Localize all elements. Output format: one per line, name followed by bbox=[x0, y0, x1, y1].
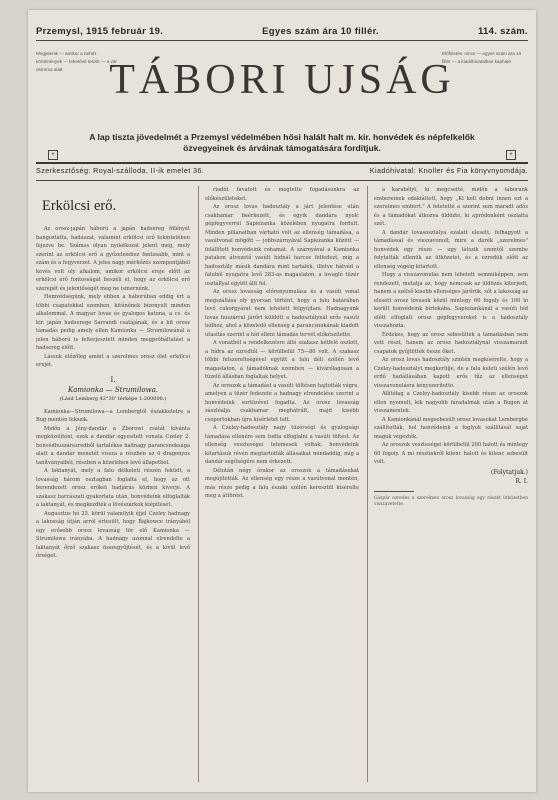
header-line bbox=[36, 26, 528, 40]
author-signature: R. I. bbox=[515, 477, 528, 485]
divider bbox=[36, 162, 528, 164]
column-3 bbox=[367, 186, 528, 782]
left-notice-box: Megjelenik — amikor a nehéz körülmények — lehetővé teszik — a vár ostroma alatt bbox=[36, 51, 117, 73]
article-columns bbox=[36, 186, 528, 782]
newspaper-title: TÁBORI UJSÁG bbox=[109, 57, 455, 103]
right-notice-box: Előfizetés: nincs — egyes szám ára 10 fillér — a kiadóhivatalban kapható bbox=[442, 51, 522, 65]
issue-price: Egyes szám ára 10 fillér. bbox=[262, 26, 379, 37]
section-number: I. bbox=[110, 375, 116, 384]
article-text: Az orosz-japán háború a japán hadsereg fölényét hangoztatta, hadászat, valamint erkölcsi erő tekintetében fejezve be. Számos olyan nyilatkozat jelent meg, mely szerint az erkölcsi erő a győzelemhez fontosabb, mint a szám és a fegyverzet. A jeles nagy mérkőzés szempontjából kevés volt oly alkalom, amikor erkölcsi ereje előtt az erkölcsi erő fontosságát beszéli el, hogy az erkölcsi erő szerepét és jelentőségét meg ne ismernénk. Hemvédségünk, mely ebben a háborúban eddig ért a többi csapatokkal szemben, kitűnőnek bizonyult minden alkalommal. A magyar lovas és gyalogos katona, a cs. és kir. japán hadserege Sarrandi csatájának, és a kit orosz támadás pedig amely ellen Kamionka — Strumilowánál a jelen háború is felterjesztett minden megpróbáltatást a hadsereg előtt. Lássuk előzőleg amint a szerelmes orosz élet erkölcsi erejét. bbox=[36, 226, 190, 368]
info-line bbox=[36, 166, 528, 178]
section-title: Kamionka — Strumilowa. bbox=[67, 385, 159, 394]
divider bbox=[36, 180, 528, 181]
newspaper-subtitle: A lap tiszta jövedelmét a Przemysl védelmében hősi halált halt m. kir. honvédek és népfelkelők özvegyeinek és árváinak támogatására fordítjuk. bbox=[89, 132, 475, 153]
corner-marks bbox=[48, 150, 516, 160]
newspaper-page bbox=[28, 10, 536, 792]
article-text-continued: riadót fuvatott és megtette fogadásunkra az előkészületeket. Az orosz lovas hadosztály a járt jelentése után csakhamar beérkezett, és egyik dandára nyolc gépfegyverrel Sapieżanka közelében nyugatra fordult. Minden pillanatban várható volt az ellenség támadása, a vasútvonal mögött — jobbszárnyával Sapieżanka között — felállított honvédeink rohamát. A szárnyával a Kamionka patakon átvezető vasúti hídnál harcos felfedezt, mig a hadosztály másik dandára mint tartalék, illetve hátvéd a faluból nyugatra levő 283-as magaslaton, a lovagló tüzér osztállyal együtt állt fel. Az orosz lovasság előrenyomulása és a vasúti vonal megszállása oly gyorsan történt, hogy a falu határában levő cukorgyárat nem lehetett felgyújtani. Hadnagyunk lovas huszárral járőrt küldött a hadosztálynál erős vasúti hídhoz, ahol a közeledő ellenség a parancsnokának kiadott utasítás szerint a híd elleni támadás tervét előkészítette. A vonatból a rendelkezésre álló szakasz kétfelé oszlott, a hídra az ezredtől — körülbelül 75—80 volt. A szakasz többi felszereltségével együtt a falu déli szélén levő magaslaton, a támadóknak szemben — kivárólagosan a tüzelő állásban foglaltak helyet. Az oroszok a támadást a vasúti töltésen hajtották végre, amelyen a tüzér fedezete a hadnagy elrendelése szerint a honvédeink sortüzével fogadta. Az orosz lovasság zászlóalja csakhamar meghátrált, majd kisebb csoportokban újra kísérletet tett. A Czeley-hadosztály nagy tüzérségi és gyalogsági támadása ellenére sem tudta elfoglalni a vasúti töltést. Az ellenség veszteségei tetemesek voltak; honvédeink kitartásuk révén megtartották állásaikat mindaddig, míg a dandár segítségére nem érkezett. Délután négy órakor az oroszok a támadásukat megújították. Az ellenség egy része a vasútvonal mentén, más része pedig a falu északi szélén keresztül kísérelte meg a áttörést. bbox=[205, 187, 359, 499]
section-text: Kamionka—Strumilowa—a Lembergtől északkeletre a Bug mentén fekszik. Midőn a Jény-dandár a Zborowi csatát kívánta megközelíteni, ezek a dandár egyesített vonata Czeley 2. honvédhuszárezredből tartalékos hadnagy parancsnoksága alatt a dandár menetét vissza a részben az ö dragonyos tanítványaiból, részben a közelében levő állapotból. A laktanyát, mely a falu délkeleti részén feküdt, a lovasság három osztagban foglalta el, hogy az ott berendezett orosz erőket hadjárás közben kiverje. A szakasz harcászati gyakorlata után, honvédeink elfoglalták a laktanyát, és megkezdték a lövészárkok kiépítését. Augusztus hó 25. körül valamilyik éjjel Czeley hadnagy a lakosság útján arról értesült, hogy Bajkowce irányából egy erősebb orosz lovasság tör elő Kamionka — Strumilowa irányába. A hadnagy azonnal elrendelte a laktanyát őrző szakasz összegyűjtését, és a kívül levő őrséget. bbox=[36, 408, 190, 559]
right-mark: + bbox=[506, 150, 516, 160]
article-title: Erkölcsi erő. bbox=[42, 198, 117, 214]
masthead bbox=[36, 46, 528, 158]
column-2 bbox=[198, 186, 359, 782]
article-text-end: a karabélyt, ki megcsetté, midőn a táborunk embereinek odakiáltott, hogy „Ki kell dobni innen ezt a szerelmes embert." A feletetté a szerint sem maradt adós és a támadókat átkozva üldözte, ki apródonként oszlatta szét. A dandár lovasosztálya ezalatt elesett, felhagyott a támadással és visszavonult, mire a derék „szerelmes" honvédek egy része — ugy látszik szemtől szembe folytatták ellenük az ütközetet, és a ezredük előtt az ellenség végéig kitartott. Hogy a visszavonulás nem lehetett semmiképpen, sem rendezett, mutatja az, hogy nemcsak az üldözés kiterjedt, hanem a szélső kisebb ellenséges járőrök, sőt a lakosság az elesett orosz lovasok közül mintegy 60 fogoly és 100 ló került honvédeink birtokába. Sapieżankánál a vasúti híd előtt elfoglalt orosz gépfegyvereket is a hadosztály visszahozta. Érdekes, hogy az orosz sebesültek a támadásban nem vett részt, hanem az orosz hadosztálynál visszamaradt csapatok gyűjtötték össze őket. Az orosz lovas hadosztály szintén megkísérelte, hogy a Czeley-hadosztályt megkerülje, de a falu keleti szélén levő erdő hadállásában kapott erős tűz az ellenséget visszavonulásra kényszerítette. Állítólag a Czeley-hadosztály kisebb része az oroszok ellen nyomult, kik nagyobb fáradalmak után a Bugon át visszamentek. A Kamionkánál megsebesült orosz lovasokat Lembergbe szállították, hol honvédeink a foglyok szállítását saját maguk végezték. Az oroszok veszteségei körülbelül 200 halott és mintegy 60 fogoly. A mi részünkről kilenc halott és kilenc sebesült volt. bbox=[374, 187, 528, 465]
divider bbox=[36, 40, 528, 41]
issue-number: 114. szám. bbox=[477, 26, 528, 37]
publisher-office: Kiadóhivatal: Knoller és Fia könyvnyomdája. bbox=[369, 166, 528, 175]
section-subtitle: (Lásd Lemberg 42°30' térképe 1:200000.) bbox=[59, 395, 167, 402]
editorial-office: Szerkesztőség: Royal-szálloda, II-ik emelet 36. bbox=[36, 166, 205, 175]
continued-note: (Folytatjuk.) bbox=[490, 468, 528, 476]
footnote-divider bbox=[374, 491, 414, 492]
issue-date: Przemysl, 1915 február 19. bbox=[36, 26, 164, 37]
column-1 bbox=[36, 186, 190, 782]
footnote: Gáspár ezredes a szerelmes orosz lovasság egy részét ütközetben visszavetette. bbox=[374, 495, 528, 507]
left-mark: + bbox=[48, 150, 58, 160]
